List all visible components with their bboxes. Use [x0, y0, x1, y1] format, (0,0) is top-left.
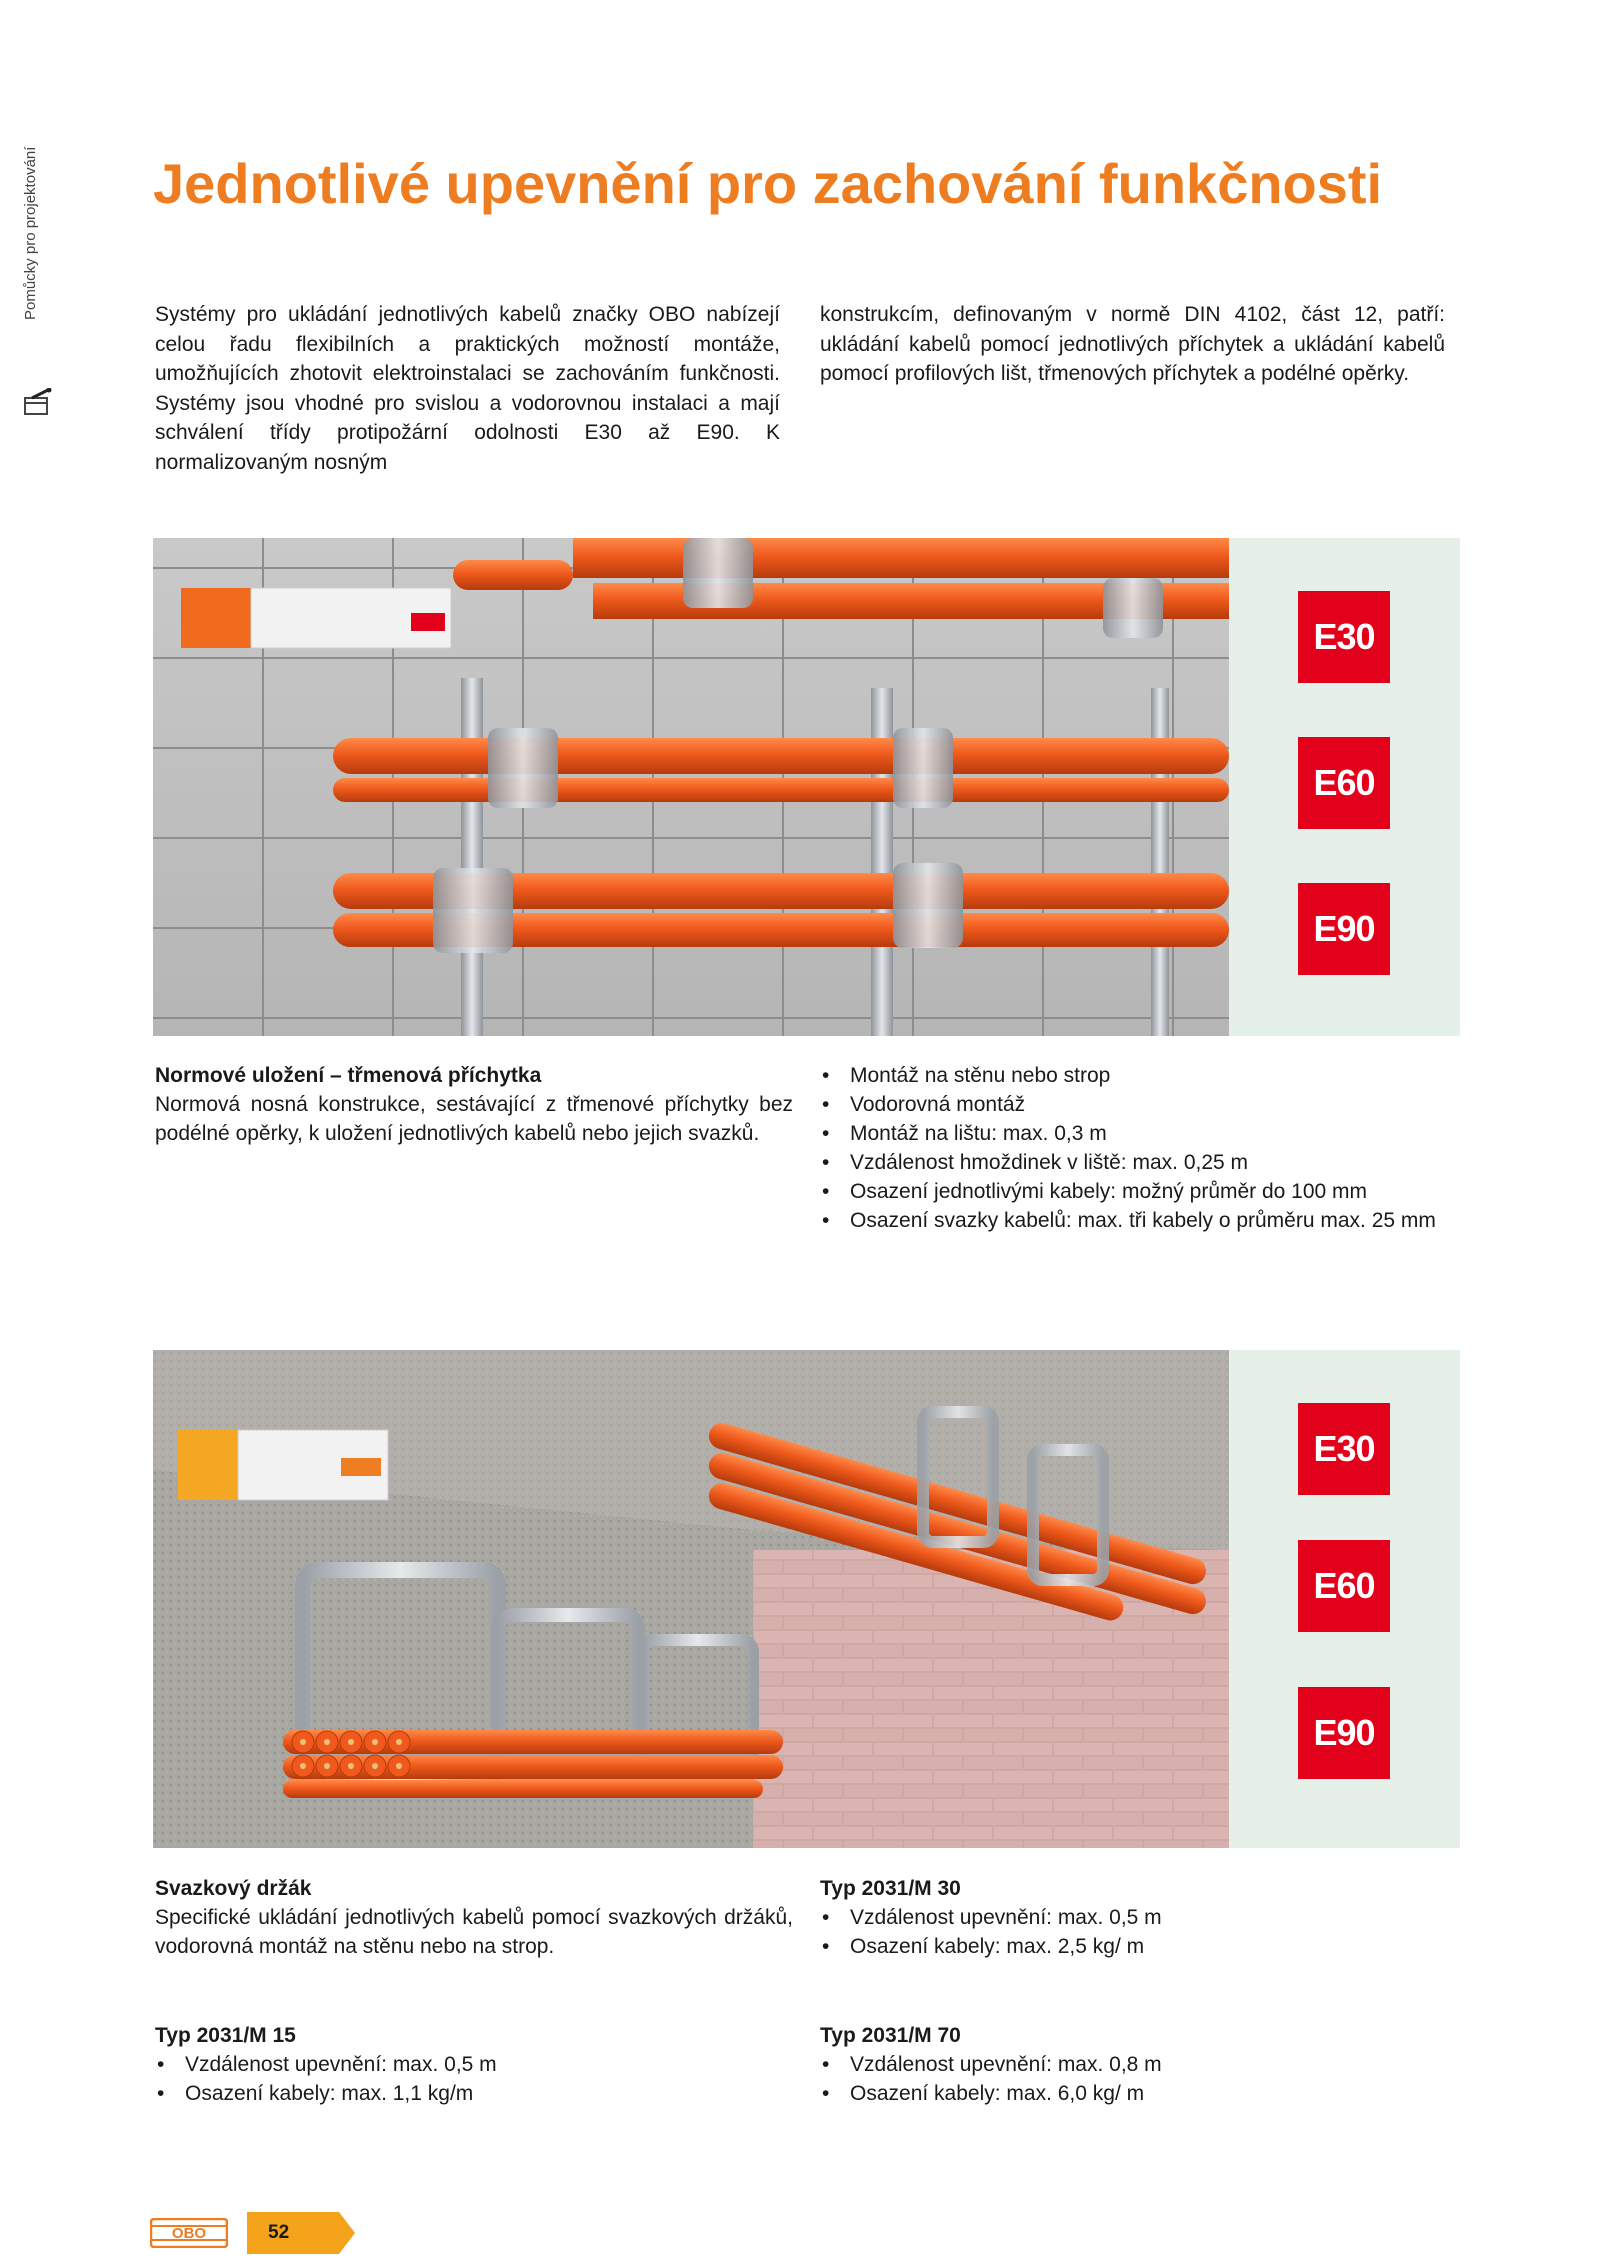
list-item: • Vzdálenost hmoždinek v liště: max. 0,25 m [820, 1148, 1460, 1177]
list-item: • Vodorovná montáž [820, 1090, 1460, 1119]
badge-e30: E30 [1298, 591, 1390, 683]
intro-column-1: Systémy pro ukládání jednotlivých kabelů značky OBO nabízejí celou řadu flexibilních a praktických možností montáže, umožňujících zhotovit elektroinstalaci se zachováním funkčnosti. Systémy jsou vhodné pro svislou a vodorovnou instalaci a mají schválení třídy protipožární odolnosti E30 až E90. K normalizovaným nosným [155, 303, 780, 474]
list-item: • Osazení jednotlivými kabely: možný průměr do 100 mm [820, 1177, 1460, 1206]
type-m15-block [155, 2021, 793, 2108]
sidebar-label: Pomůcky pro projektování [22, 146, 39, 320]
section1-panel [153, 538, 1460, 1036]
section1-specs [820, 1061, 1460, 1235]
section2-panel [153, 1350, 1460, 1848]
section2-description [155, 1874, 793, 1961]
type-m30-block [820, 1874, 1460, 1961]
intro-column-2: konstrukcím, definovaným v normě DIN 4102, část 12, patří: ukládání kabelů pomocí jednotlivých příchytek a ukládání kabelů pomocí profilových lišt, třmenových příchytek a podélné opěrky. [820, 303, 1445, 385]
obo-logo [150, 2218, 228, 2248]
section1-description [155, 1061, 793, 1148]
clip-mount-illustration [153, 538, 1229, 1036]
list-item: • Osazení kabely: max. 1,1 kg/m [155, 2079, 793, 2108]
badge-e60: E60 [1298, 737, 1390, 829]
type-m30-heading: Typ 2031/M 30 [820, 1877, 961, 1900]
section2-heading: Svazkový držák [155, 1877, 312, 1900]
page-number-tab [247, 2212, 355, 2254]
badge-e30: E30 [1298, 1403, 1390, 1495]
section2-text: Specifické ukládání jednotlivých kabelů pomocí svazkových držáků, vodorovná montáž na stěnu nebo na strop. [155, 1906, 793, 1958]
badge-e90: E90 [1298, 1687, 1390, 1779]
clip-mount-photo [153, 538, 1229, 1036]
list-item: • Montáž na stěnu nebo strop [820, 1061, 1460, 1090]
type-m70-block [820, 2021, 1460, 2108]
badge-e60: E60 [1298, 1540, 1390, 1632]
bundle-holder-illustration [153, 1350, 1229, 1848]
bundle-holder-photo [153, 1350, 1229, 1848]
list-item: • Montáž na lištu: max. 0,3 m [820, 1119, 1460, 1148]
toolbox-icon [22, 388, 52, 418]
footer-logo-text: OBO [171, 2225, 207, 2242]
list-item: • Osazení kabely: max. 2,5 kg/ m [820, 1932, 1460, 1961]
list-item: • Vzdálenost upevnění: max. 0,5 m [155, 2050, 793, 2079]
section1-heading: Normové uložení – třmenová příchytka [155, 1064, 542, 1087]
list-item: • Osazení svazky kabelů: max. tři kabely o průměru max. 25 mm [820, 1206, 1460, 1235]
page-number: 52 [268, 2222, 290, 2243]
list-item: • Vzdálenost upevnění: max. 0,5 m [820, 1903, 1460, 1932]
type-m15-heading: Typ 2031/M 15 [155, 2024, 296, 2047]
section1-text: Normová nosná konstrukce, sestávající z třmenové příchytky bez podélné opěrky, k uložení jednotlivých kabelů nebo jejich svazků. [155, 1093, 793, 1145]
list-item: • Vzdálenost upevnění: max. 0,8 m [820, 2050, 1460, 2079]
type-m70-heading: Typ 2031/M 70 [820, 2024, 961, 2047]
list-item: • Osazení kabely: max. 6,0 kg/ m [820, 2079, 1460, 2108]
page-title: Jednotlivé upevnění pro zachování funkčnosti [153, 152, 1383, 215]
badge-e90: E90 [1298, 883, 1390, 975]
